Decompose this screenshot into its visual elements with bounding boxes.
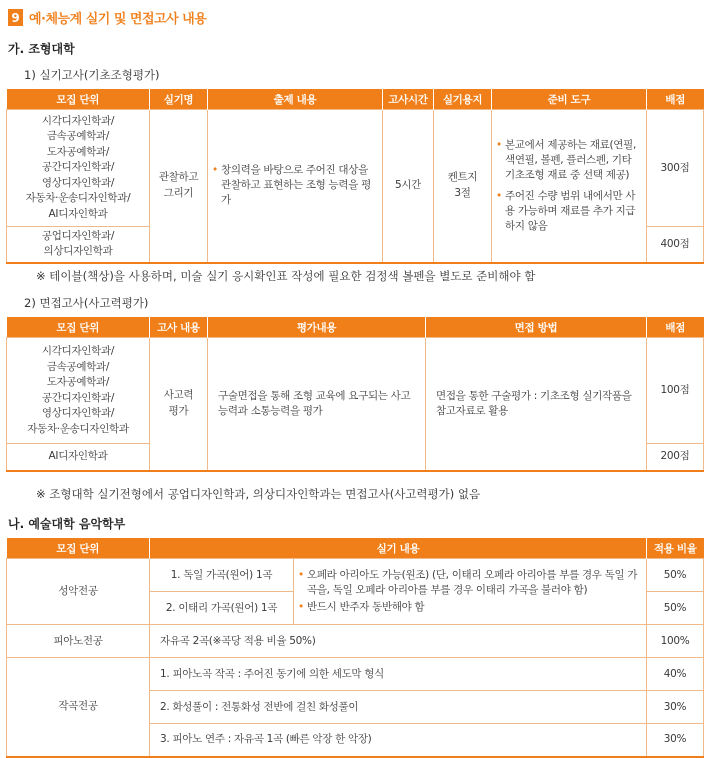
composition-item: 3. 피아노 연주 : 자유곡 1곡 (빠른 악장 한 악장): [150, 724, 647, 757]
music-table: [6, 538, 704, 758]
vocal-notes: • 오페라 아리아도 가능(원조) (단, 이태리 오페라 아리아를 부를 경우 독일 가곡을, 독일 오페라 아리아를 부를 경우 이태리 가곡을 불러야 함) • 반드시 반주자 동반해야 함: [294, 559, 647, 625]
ratio: 100%: [647, 625, 704, 658]
col-header: 모집 단위: [7, 538, 150, 559]
table-header-row: [7, 538, 704, 559]
col-header: 준비 도구: [492, 89, 647, 110]
unit-vocal: 성악전공: [7, 559, 150, 625]
col-header: 실기 내용: [150, 538, 647, 559]
section-title: 예·체능계 실기 및 면접고사 내용: [29, 12, 207, 27]
col-header: 평가내용: [208, 317, 426, 338]
table-header-row: [7, 317, 704, 338]
exam-time: 5시간: [383, 110, 434, 263]
evaluation-content: 구술면접을 통해 조형 교육에 요구되는 사고능력과 소통능력을 평가: [208, 338, 426, 471]
col-header: 면접 방법: [426, 317, 647, 338]
col-header: 고사시간: [383, 89, 434, 110]
vocal-item: 1. 독일 가곡(원어) 1곡: [150, 559, 294, 592]
composition-item: 2. 화성풀이 : 전통화성 전반에 걸친 화성풀이: [150, 691, 647, 724]
practical-exam-table: [6, 89, 704, 264]
part-b-heading: 나. 예술대학 음악학부: [8, 517, 126, 531]
col-header: 실기명: [150, 89, 208, 110]
table-row: [7, 110, 704, 227]
score: 300점: [647, 110, 704, 227]
col-header: 배점: [647, 89, 704, 110]
exam-name: 관찰하고 그리기: [150, 110, 208, 263]
unit-group-1: 시각디자인학과/ 금속공예학과/ 도자공예학과/ 공간디자인학과/ 영상디자인학과/ 자동차·운송디자인학과: [7, 338, 150, 444]
interview-type: 사고력 평가: [150, 338, 208, 471]
ratio: 50%: [647, 559, 704, 592]
interview-table: [6, 317, 704, 472]
section-number: 9: [8, 9, 23, 26]
sub1-heading: 1) 실기고사(기초조형평가): [24, 68, 160, 82]
exam-paper: 켄트지 3절: [434, 110, 492, 263]
col-header: 배점: [647, 317, 704, 338]
table-row: [7, 338, 704, 444]
unit-group-1: 시각디자인학과/ 금속공예학과/ 도자공예학과/ 공간디자인학과/ 영상디자인학과/ 자동차·운송디자인학과/ AI디자인학과: [7, 110, 150, 227]
section-heading: [8, 8, 206, 27]
part-a-heading: 가. 조형대학: [8, 42, 75, 56]
col-header: 모집 단위: [7, 317, 150, 338]
ratio: 30%: [647, 691, 704, 724]
ratio: 50%: [647, 592, 704, 625]
col-header: 실기용지: [434, 89, 492, 110]
table-row: [7, 658, 704, 691]
sub1-note: ※ 테이블(책상)을 사용하며, 미술 실기 응시확인표 작성에 필요한 검정색 볼펜을 별도로 준비해야 함: [36, 269, 536, 283]
exam-content: • 창의력을 바탕으로 주어진 대상을 관찰하고 표현하는 조형 능력을 평가: [208, 110, 383, 263]
vocal-item: 2. 이태리 가곡(원어) 1곡: [150, 592, 294, 625]
score: 400점: [647, 227, 704, 263]
table-header-row: [7, 89, 704, 110]
table-row: [7, 559, 704, 592]
col-header: 고사 내용: [150, 317, 208, 338]
sub2-heading: 2) 면접고사(사고력평가): [24, 296, 149, 310]
unit-group-2: AI디자인학과: [7, 444, 150, 471]
prep-tools: • 본교에서 제공하는 재료(연필, 색연필, 볼펜, 플러스펜, 기타 기초조형 재료 중 선택 제공) • 주어진 수량 범위 내에서만 사용 가능하며 재료를 추가 지급하지 않음: [492, 110, 647, 263]
ratio: 30%: [647, 724, 704, 757]
table-row: [7, 625, 704, 658]
unit-piano: 피아노전공: [7, 625, 150, 658]
col-header: 모집 단위: [7, 89, 150, 110]
col-header: 출제 내용: [208, 89, 383, 110]
composition-item: 1. 피아노곡 작곡 : 주어진 동기에 의한 세도막 형식: [150, 658, 647, 691]
unit-group-2: 공업디자인학과/ 의상디자인학과: [7, 227, 150, 263]
interview-method: 면접을 통한 구술평가 : 기초조형 실기작품을 참고자료로 활용: [426, 338, 647, 471]
score: 100점: [647, 338, 704, 444]
col-header: 적용 비율: [647, 538, 704, 559]
piano-content: 자유곡 2곡(※곡당 적용 비율 50%): [150, 625, 647, 658]
unit-composition: 작곡전공: [7, 658, 150, 757]
ratio: 40%: [647, 658, 704, 691]
sub2-note: ※ 조형대학 실기전형에서 공업디자인학과, 의상디자인학과는 면접고사(사고력평가) 없음: [36, 487, 481, 501]
score: 200점: [647, 444, 704, 471]
